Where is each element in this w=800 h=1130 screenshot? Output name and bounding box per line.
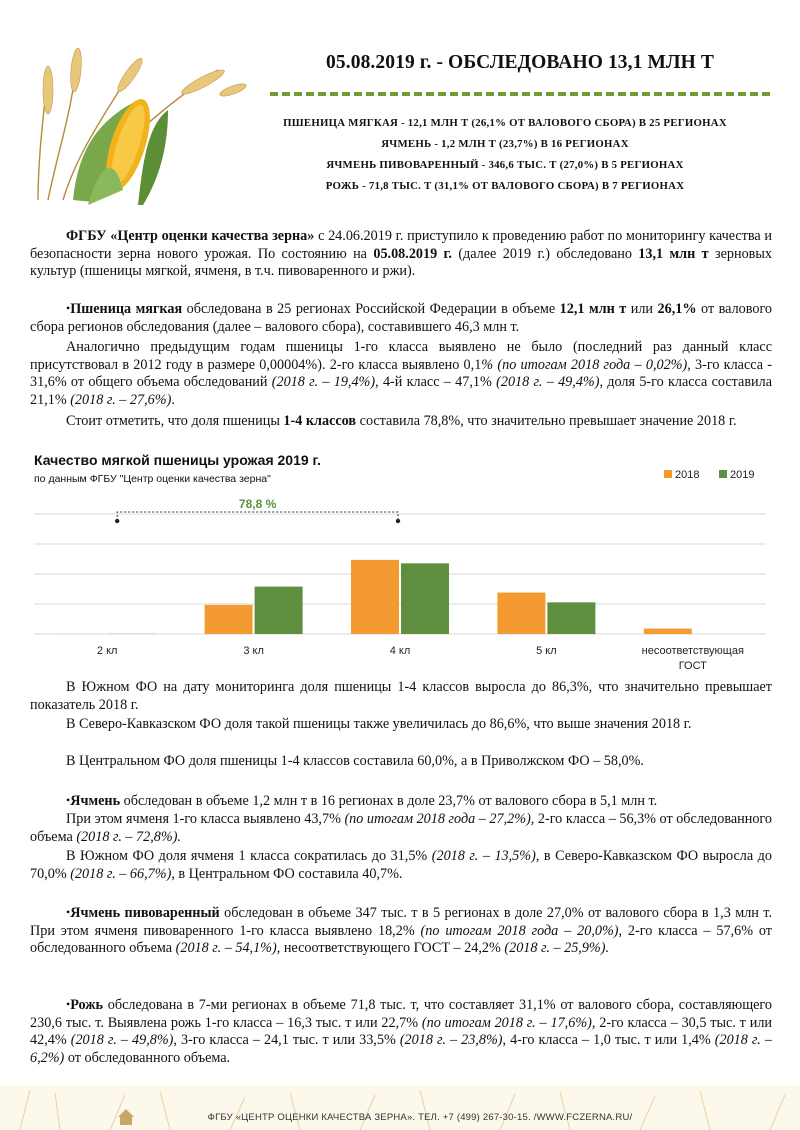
annotation-dot-right bbox=[396, 519, 400, 523]
summary-line-malting-barley: ЯЧМЕНЬ ПИВОВАРЕННЫЙ - 346,6 ТЫС. Т (27,0%) В 5 РЕГИОНАХ bbox=[326, 159, 684, 171]
bar-2019-3 bbox=[547, 602, 595, 634]
bar-2019-2 bbox=[401, 563, 449, 634]
south-fd-paragraph: В Южном ФО на дату мониторинга доля пшеницы 1-4 классов выросла до 86,3%, что значительно превышает показатель 2018 г. bbox=[30, 679, 772, 713]
category-label: 4 кл bbox=[389, 645, 411, 657]
report-headline: 05.08.2019 г. - ОБСЛЕДОВАНО 13,1 МЛН Т bbox=[326, 52, 714, 73]
footer-wheat-decoration bbox=[0, 1085, 800, 1130]
rye-paragraph: •Рожь обследована в 7-ми регионах в объеме 71,8 тыс. т, что составляет 31,1% от валового сбора, составляющего 230,6 тыс. т. Выявлена рожь 1-го класса – 16,3 тыс. т или 22,7% (по итогам 2018 г. – 17,6%), 2-го класса – 30,5 тыс. т или 42,4% (2018 г. – 49,8%), 3-го класса – 24,1 тыс. т или 33,5% (2018 г. – 23,8%), 4-го класса – 1,0 тыс. т или 1,4% (2018 г. – 6,2%) от обследованного объема. bbox=[30, 997, 772, 1066]
central-volga-paragraph: В Центральном ФО доля пшеницы 1-4 классов составила 60,0%, а в Приволжском ФО – 58,0%. bbox=[66, 753, 644, 769]
legend-label-2018: 2018 bbox=[675, 469, 700, 481]
legend-label-2019: 2019 bbox=[730, 469, 755, 481]
malting-barley-paragraph: •Ячмень пивоваренный обследован в объеме 347 тыс. т в 5 регионах в доле 27,0% от валового сбора в 1,3 млн т. При этом ячменя пивоваренного 1-го класса выявлено 18,2% (по итогам 2018 года – 20,0%), 2-го класса – 57,6% от обследованного объема (2018 г. – 54,1%), несоответствующего ГОСТ – 24,2% (2018 г. – 25,9%). bbox=[30, 905, 772, 956]
barley-paragraph: •Ячмень обследован в объеме 1,2 млн т в 16 регионах в доле 23,7% от валового сбора в 5,1 млн т. bbox=[66, 793, 658, 809]
chart-title: Качество мягкой пшеницы урожая 2019 г. bbox=[34, 452, 321, 468]
org-name: ФГБУ «Центр оценки качества зерна» bbox=[66, 228, 315, 244]
summary-line-rye: РОЖЬ - 71,8 ТЫС. Т (31,1% ОТ ВАЛОВОГО СБОРА) В 7 РЕГИОНАХ bbox=[325, 180, 685, 192]
legend-swatch-2018 bbox=[664, 470, 672, 478]
category-label: несоответствующая bbox=[641, 645, 744, 657]
wheat-classes-paragraph: Аналогично предыдущим годам пшеницы 1-го класса выявлено не было (последний раз данный класс присутствовал в 2012 году в размере 0,00004%). 2-го класса выявлено 0,1% (по итогам 2018 года – 0,02%), 3-го класса - 31,6% от общего объема обследований (2018 г. – 19,4%), 4-й класс – 47,1% (2018 г. – 49,4%), доля 5-го класса составила 21,1% (2018 г. – 27,6%). bbox=[30, 339, 772, 408]
summary-line-barley: ЯЧМЕНЬ - 1,2 МЛН Т (23,7%) В 16 РЕГИОНАХ bbox=[381, 138, 629, 150]
annotation-dot-left bbox=[115, 519, 119, 523]
summary-line-wheat: ПШЕНИЦА МЯГКАЯ - 12,1 МЛН Т (26,1% ОТ ВАЛОВОГО СБОРА) В 25 РЕГИОНАХ bbox=[283, 117, 727, 129]
bar-2018-1 bbox=[205, 605, 253, 634]
wheat-paragraph: •Пшеница мягкая обследована в 25 регионах Российской Федерации в объеме 12,1 млн т или 26,1% от валового сбора регионов обследования (далее – валового сбора), составившего 46,3 млн т. bbox=[30, 301, 773, 335]
category-label: 3 кл bbox=[243, 645, 264, 657]
wheat-share-paragraph: Стоит отметить, что доля пшеницы 1-4 классов составила 78,8%, что значительно превышает значение 2018 г. bbox=[66, 413, 737, 429]
north-caucasus-paragraph: В Северо-Кавказском ФО доля такой пшеницы также увеличилась до 86,6%, что выше значения 2018 г. bbox=[66, 716, 692, 732]
barley-regions-paragraph: В Южном ФО доля ячменя 1 класса сократилась до 31,5% (2018 г. – 13,5%), в Северо-Кавказском ФО выросла до 70,0% (2018 г. – 66,7%), в Центральном ФО составила 40,7%. bbox=[30, 848, 772, 882]
corn-cob bbox=[73, 94, 168, 205]
bar-2018-4 bbox=[644, 629, 692, 634]
category-label: 2 кл bbox=[96, 645, 118, 657]
barley-classes-paragraph: При этом ячменя 1-го класса выявлено 43,7% (по итогам 2018 года – 27,2%), 2-го класса – 56,3% от обследованного объема (2018 г. – 72,8%). bbox=[30, 811, 772, 845]
bar-2019-1 bbox=[255, 587, 303, 634]
chart-subtitle: по данным ФГБУ "Центр оценки качества зерна" bbox=[34, 473, 271, 485]
grain-logo-illustration bbox=[18, 30, 258, 205]
annotation-bracket bbox=[117, 512, 398, 521]
legend-swatch-2019 bbox=[719, 470, 727, 478]
category-label-line2: ГОСТ bbox=[678, 660, 707, 672]
footer-contacts: ФГБУ «ЦЕНТР ОЦЕНКИ КАЧЕСТВА ЗЕРНА». ТЕЛ. +7 (499) 267-30-15. /WWW.FCZERNA.RU/ bbox=[207, 1112, 633, 1123]
bar-2018-2 bbox=[351, 560, 399, 634]
header-divider bbox=[270, 92, 770, 96]
intro-paragraph: ФГБУ «Центр оценки качества зерна» с 24.06.2019 г. приступило к проведению работ по мониторингу качества и безопасности зерна нового урожая. По состоянию на 05.08.2019 г. (далее 2019 г.) обследовано 13,1 млн т зерновых культур (пшеницы мягкой, ячменя, в т.ч. пивоваренного и ржи). bbox=[30, 228, 772, 279]
bar-2018-3 bbox=[497, 593, 545, 634]
category-label: 5 кл bbox=[536, 645, 557, 657]
annotation-label: 78,8 % bbox=[238, 497, 277, 511]
